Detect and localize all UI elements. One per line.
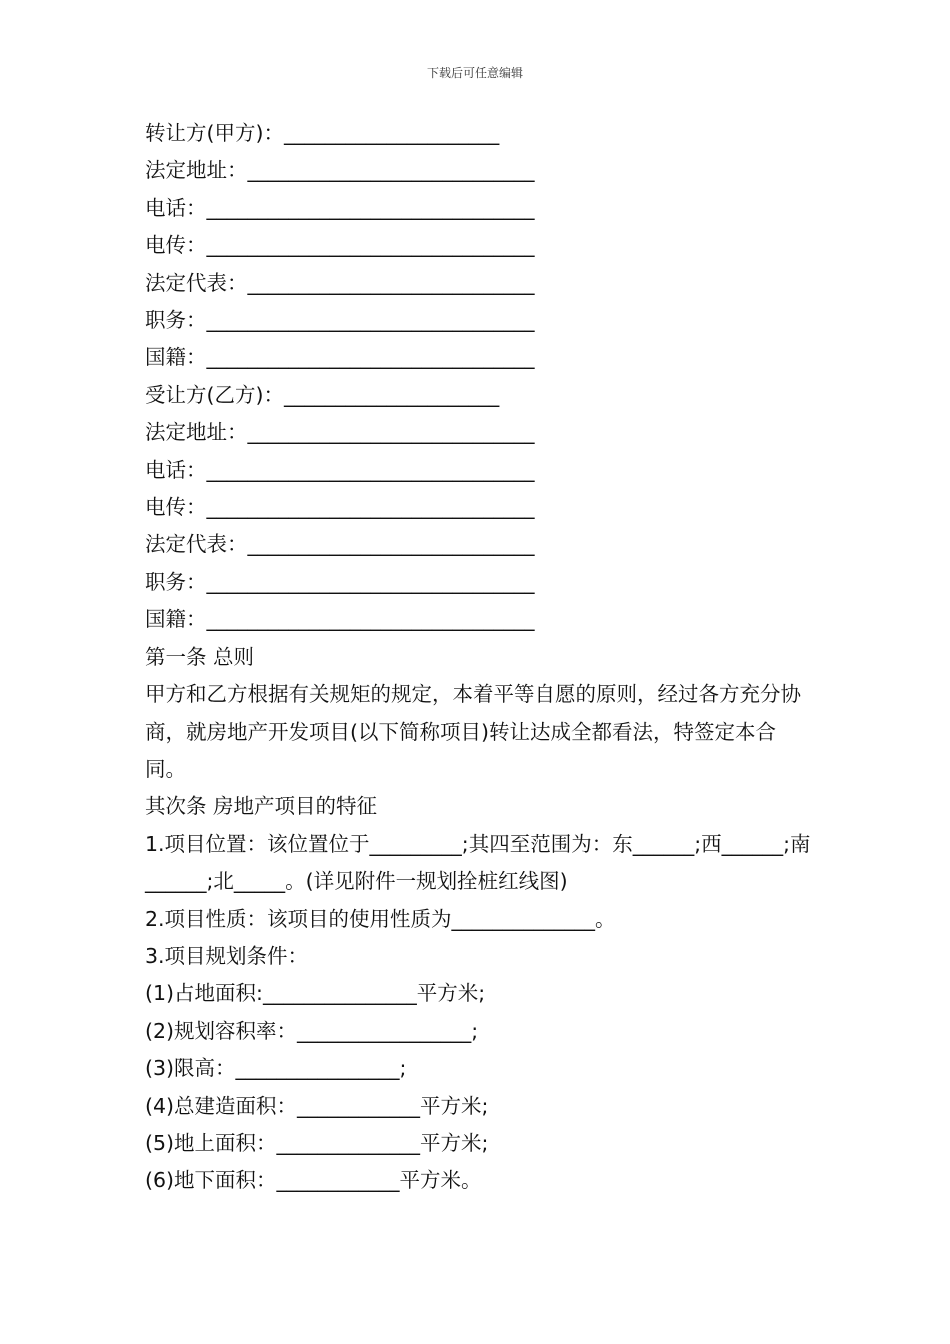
article-2-title: 其次条 房地产项目的特征: [145, 794, 378, 819]
transferor-fax-line: 电传：________________________________: [145, 233, 535, 258]
item-3-planning: 3.项目规划条件：: [145, 943, 309, 968]
subitem-plot-ratio: (2)规划容积率：_________________;: [145, 1018, 479, 1043]
transferor-nationality-line: 国籍：________________________________: [145, 345, 535, 370]
transferor-representative-line: 法定代表：____________________________: [145, 270, 535, 295]
item-1-location: 1.项目位置：该位置位于_________;其四至范围为：东______;西______;南______;北_____。(详见附件一规划拴桩红线图): [145, 831, 811, 894]
transferee-position-line: 职务：________________________________: [145, 569, 535, 594]
document-body: [145, 115, 815, 1200]
subitem-land-area: (1)占地面积:_______________平方米;: [145, 981, 486, 1006]
subitem-underground-area: (6)地下面积：____________平方米。: [145, 1168, 482, 1193]
subitem-total-floor-area: (4)总建造面积：____________平方米;: [145, 1093, 489, 1118]
transferee-line: 受让方(乙方)：_____________________: [145, 382, 500, 407]
article-1-title: 第一条 总则: [145, 644, 255, 669]
page-header: 下载后可任意编辑: [426, 66, 523, 80]
article-1-paragraph: 甲方和乙方根据有关规矩的规定，本着平等自愿的原则，经过各方充分协商，就房地产开发项目(以下简称项目)转让达成全都看法，特签定本合同。: [145, 682, 801, 781]
transferor-phone-line: 电话：________________________________: [145, 195, 535, 220]
transferee-phone-line: 电话：________________________________: [145, 457, 535, 482]
transferee-nationality-line: 国籍：________________________________: [145, 607, 535, 632]
transferee-address-line: 法定地址：____________________________: [145, 420, 535, 445]
transferor-address-line: 法定地址：____________________________: [145, 158, 535, 183]
subitem-height-limit: (3)限高：________________;: [145, 1056, 407, 1081]
item-2-nature: 2.项目性质：该项目的使用性质为______________。: [145, 906, 616, 931]
transferor-position-line: 职务：________________________________: [145, 308, 535, 333]
transferee-fax-line: 电传：________________________________: [145, 495, 535, 520]
transferor-line: 转让方(甲方)：_____________________: [145, 121, 500, 145]
subitem-above-ground-area: (5)地上面积：______________平方米;: [145, 1130, 489, 1155]
transferee-representative-line: 法定代表：____________________________: [145, 532, 535, 557]
